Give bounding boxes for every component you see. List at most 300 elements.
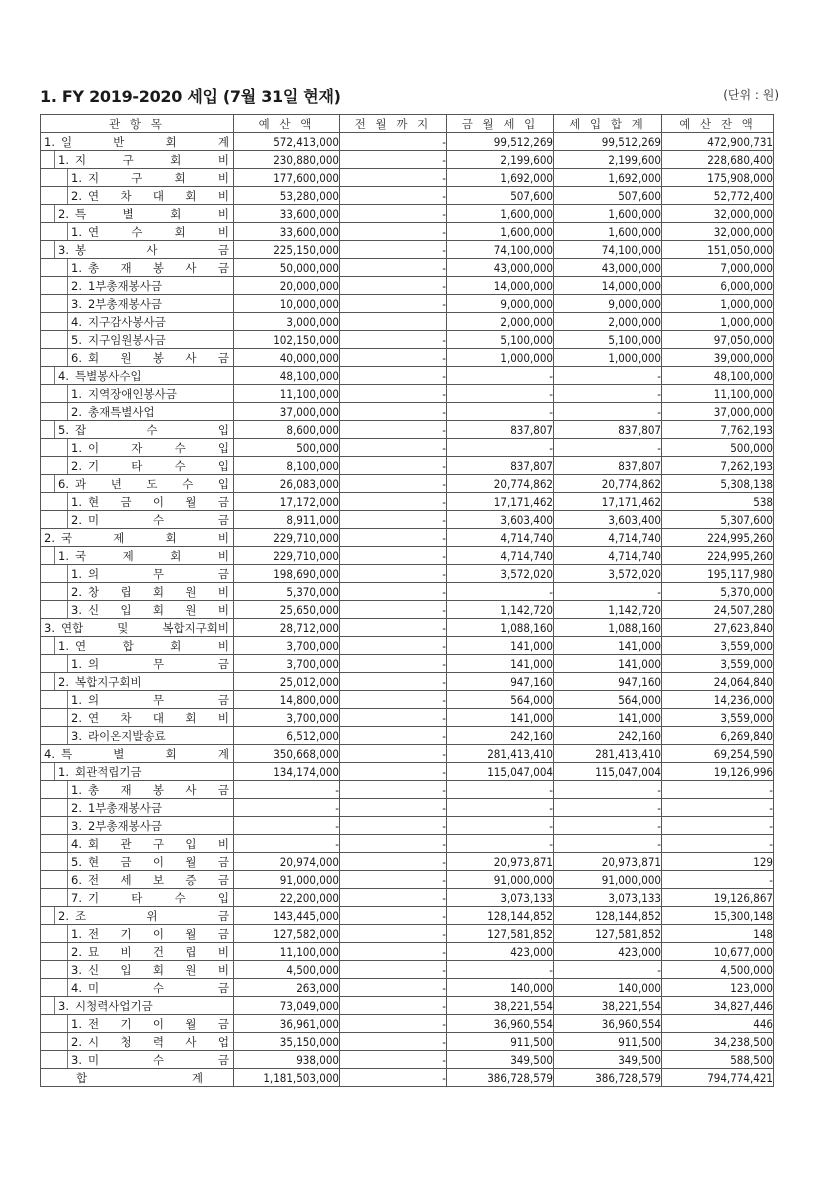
previous-cell: - bbox=[340, 475, 447, 493]
remaining-cell: 3,559,000 bbox=[662, 709, 774, 727]
previous-cell: - bbox=[340, 1069, 447, 1087]
table-row bbox=[41, 511, 774, 529]
previous-cell: - bbox=[340, 925, 447, 943]
this-month-cell: - bbox=[447, 367, 554, 385]
item-number: 1. bbox=[71, 170, 82, 185]
total-cell: - bbox=[554, 799, 662, 817]
previous-cell: - bbox=[340, 277, 447, 295]
total-cell: 17,171,462 bbox=[554, 493, 662, 511]
table-row bbox=[41, 421, 774, 439]
item-number: 2. bbox=[71, 710, 82, 725]
total-cell: 1,142,720 bbox=[554, 601, 662, 619]
item-cell bbox=[41, 259, 234, 277]
item-cell bbox=[41, 925, 234, 943]
total-cell: 127,581,852 bbox=[554, 925, 662, 943]
total-cell: - bbox=[554, 781, 662, 799]
item-name: 회관적립기금 bbox=[74, 764, 142, 779]
table-row bbox=[41, 367, 774, 385]
previous-cell: - bbox=[340, 385, 447, 403]
item-cell bbox=[41, 511, 234, 529]
remaining-cell: 224,995,260 bbox=[662, 547, 774, 565]
total-cell: 4,714,740 bbox=[554, 529, 662, 547]
budget-cell: 53,280,000 bbox=[234, 187, 340, 205]
this-month-cell: 2,000,000 bbox=[447, 313, 554, 331]
total-cell: 14,000,000 bbox=[554, 277, 662, 295]
remaining-cell: 1,000,000 bbox=[662, 295, 774, 313]
remaining-cell: 4,500,000 bbox=[662, 961, 774, 979]
previous-cell: - bbox=[340, 799, 447, 817]
total-cell: 74,100,000 bbox=[554, 241, 662, 259]
item-cell bbox=[41, 403, 234, 421]
item-number: 1. bbox=[71, 926, 82, 941]
item-number: 2. bbox=[71, 458, 82, 473]
previous-cell: - bbox=[340, 547, 447, 565]
table-row bbox=[41, 169, 774, 187]
table-row bbox=[41, 385, 774, 403]
total-cell: 1,088,160 bbox=[554, 619, 662, 637]
item-number: 3. bbox=[71, 1052, 82, 1067]
table-row bbox=[41, 457, 774, 475]
item-name: 일 반 회 계 bbox=[60, 134, 229, 149]
budget-cell: 91,000,000 bbox=[234, 871, 340, 889]
total-cell: 349,500 bbox=[554, 1051, 662, 1069]
item-number: 2. bbox=[71, 404, 82, 419]
remaining-cell: 48,100,000 bbox=[662, 367, 774, 385]
total-cell: 4,714,740 bbox=[554, 547, 662, 565]
table-row bbox=[41, 601, 774, 619]
this-month-cell: 3,572,020 bbox=[447, 565, 554, 583]
total-cell: 141,000 bbox=[554, 655, 662, 673]
item-name: 연 차 대 회 비 bbox=[87, 710, 229, 725]
item-name: 합 계 bbox=[76, 1070, 203, 1085]
table-row bbox=[41, 745, 774, 763]
remaining-cell: 10,677,000 bbox=[662, 943, 774, 961]
item-number: 1. bbox=[71, 566, 82, 581]
item-cell bbox=[41, 835, 234, 853]
budget-cell: 17,172,000 bbox=[234, 493, 340, 511]
budget-cell: 14,800,000 bbox=[234, 691, 340, 709]
this-month-cell: 911,500 bbox=[447, 1033, 554, 1051]
item-cell bbox=[41, 187, 234, 205]
item-cell bbox=[41, 367, 234, 385]
this-month-cell: 281,413,410 bbox=[447, 745, 554, 763]
item-cell bbox=[41, 853, 234, 871]
item-name: 지 구 회 비 bbox=[74, 152, 229, 167]
table-row bbox=[41, 583, 774, 601]
total-cell: - bbox=[554, 583, 662, 601]
budget-cell: 229,710,000 bbox=[234, 547, 340, 565]
item-cell bbox=[41, 169, 234, 187]
item-cell bbox=[41, 979, 234, 997]
total-cell: - bbox=[554, 403, 662, 421]
item-cell bbox=[41, 961, 234, 979]
budget-cell: 102,150,000 bbox=[234, 331, 340, 349]
budget-cell: 11,100,000 bbox=[234, 943, 340, 961]
table-row bbox=[41, 331, 774, 349]
total-cell: 386,728,579 bbox=[554, 1069, 662, 1087]
total-cell: 947,160 bbox=[554, 673, 662, 691]
item-name: 현 금 이 월 금 bbox=[87, 494, 229, 509]
budget-cell: 25,650,000 bbox=[234, 601, 340, 619]
previous-cell: - bbox=[340, 817, 447, 835]
item-cell bbox=[41, 691, 234, 709]
item-cell bbox=[41, 619, 234, 637]
item-number: 4. bbox=[44, 746, 55, 761]
item-number: 1. bbox=[44, 134, 55, 149]
item-name: 시 청 력 사 업 bbox=[87, 1034, 229, 1049]
header-item: 관 항 목 bbox=[41, 115, 234, 133]
this-month-cell: 128,144,852 bbox=[447, 907, 554, 925]
item-cell bbox=[41, 673, 234, 691]
this-month-cell: 14,000,000 bbox=[447, 277, 554, 295]
item-name: 회 관 구 입 비 bbox=[87, 836, 229, 851]
budget-cell: 3,700,000 bbox=[234, 709, 340, 727]
budget-cell: 198,690,000 bbox=[234, 565, 340, 583]
table-row bbox=[41, 853, 774, 871]
this-month-cell: 837,807 bbox=[447, 421, 554, 439]
item-name: 국 제 회 비 bbox=[60, 530, 229, 545]
item-name: 회 원 봉 사 금 bbox=[87, 350, 229, 365]
table-row bbox=[41, 1015, 774, 1033]
previous-cell: - bbox=[340, 673, 447, 691]
remaining-cell: 3,559,000 bbox=[662, 655, 774, 673]
item-name: 특 별 회 계 bbox=[60, 746, 229, 761]
item-number: 1. bbox=[71, 782, 82, 797]
budget-cell: 500,000 bbox=[234, 439, 340, 457]
remaining-cell: 24,507,280 bbox=[662, 601, 774, 619]
total-cell: 9,000,000 bbox=[554, 295, 662, 313]
total-cell: 1,000,000 bbox=[554, 349, 662, 367]
item-name: 총재특별사업 bbox=[87, 404, 155, 419]
item-name: 1부총재봉사금 bbox=[87, 800, 162, 815]
item-number: 2. bbox=[71, 944, 82, 959]
budget-cell: 35,150,000 bbox=[234, 1033, 340, 1051]
item-name: 전 세 보 증 금 bbox=[87, 872, 229, 887]
budget-cell: 225,150,000 bbox=[234, 241, 340, 259]
total-cell: - bbox=[554, 385, 662, 403]
item-number: 2. bbox=[71, 584, 82, 599]
remaining-cell: - bbox=[662, 781, 774, 799]
this-month-cell: 2,199,600 bbox=[447, 151, 554, 169]
table-row bbox=[41, 205, 774, 223]
budget-cell: - bbox=[234, 835, 340, 853]
budget-cell: 229,710,000 bbox=[234, 529, 340, 547]
budget-cell: 50,000,000 bbox=[234, 259, 340, 277]
table-row bbox=[41, 727, 774, 745]
item-name: 현 금 이 월 금 bbox=[87, 854, 229, 869]
header-remaining: 예 산 잔 액 bbox=[662, 115, 774, 133]
this-month-cell: - bbox=[447, 961, 554, 979]
table-row bbox=[41, 637, 774, 655]
previous-cell: - bbox=[340, 997, 447, 1015]
table-row bbox=[41, 961, 774, 979]
previous-cell: - bbox=[340, 763, 447, 781]
previous-cell: - bbox=[340, 1051, 447, 1069]
budget-cell: 20,974,000 bbox=[234, 853, 340, 871]
previous-cell: - bbox=[340, 655, 447, 673]
item-cell bbox=[41, 475, 234, 493]
remaining-cell: 32,000,000 bbox=[662, 205, 774, 223]
item-number: 1. bbox=[58, 638, 69, 653]
remaining-cell: 500,000 bbox=[662, 439, 774, 457]
previous-cell: - bbox=[340, 421, 447, 439]
table-row bbox=[41, 925, 774, 943]
budget-cell: 8,100,000 bbox=[234, 457, 340, 475]
budget-cell: - bbox=[234, 817, 340, 835]
item-name: 복합지구회비 bbox=[74, 674, 142, 689]
item-cell bbox=[41, 151, 234, 169]
table-row bbox=[41, 349, 774, 367]
item-cell bbox=[41, 457, 234, 475]
this-month-cell: 242,160 bbox=[447, 727, 554, 745]
item-name: 특별봉사수입 bbox=[74, 368, 142, 383]
previous-cell: - bbox=[340, 187, 447, 205]
budget-cell: 8,911,000 bbox=[234, 511, 340, 529]
item-name: 기 타 수 입 bbox=[87, 890, 229, 905]
item-cell bbox=[41, 313, 234, 331]
item-name: 연 수 회 비 bbox=[87, 224, 229, 239]
item-number: 4. bbox=[71, 314, 82, 329]
this-month-cell: 127,581,852 bbox=[447, 925, 554, 943]
remaining-cell: 446 bbox=[662, 1015, 774, 1033]
this-month-cell: 91,000,000 bbox=[447, 871, 554, 889]
item-number: 2. bbox=[71, 512, 82, 527]
item-cell bbox=[41, 907, 234, 925]
table-row bbox=[41, 943, 774, 961]
this-month-cell: 9,000,000 bbox=[447, 295, 554, 313]
item-number: 4. bbox=[71, 980, 82, 995]
remaining-cell: 123,000 bbox=[662, 979, 774, 997]
header-this-month: 금 월 세 입 bbox=[447, 115, 554, 133]
table-row bbox=[41, 673, 774, 691]
item-number: 5. bbox=[71, 332, 82, 347]
total-cell: 20,973,871 bbox=[554, 853, 662, 871]
table-row bbox=[41, 907, 774, 925]
item-number: 1. bbox=[71, 386, 82, 401]
table-row bbox=[41, 547, 774, 565]
table-row bbox=[41, 1033, 774, 1051]
item-number: 7. bbox=[71, 890, 82, 905]
item-name: 기 타 수 입 bbox=[87, 458, 229, 473]
previous-cell: - bbox=[340, 259, 447, 277]
item-cell bbox=[41, 727, 234, 745]
remaining-cell: 228,680,400 bbox=[662, 151, 774, 169]
remaining-cell: 1,000,000 bbox=[662, 313, 774, 331]
table-row bbox=[41, 313, 774, 331]
this-month-cell: 141,000 bbox=[447, 709, 554, 727]
this-month-cell: 141,000 bbox=[447, 637, 554, 655]
this-month-cell: 1,692,000 bbox=[447, 169, 554, 187]
item-number: 4. bbox=[71, 836, 82, 851]
item-cell bbox=[41, 439, 234, 457]
remaining-cell: 7,000,000 bbox=[662, 259, 774, 277]
item-number: 6. bbox=[71, 350, 82, 365]
item-name: 라이온지발송료 bbox=[87, 728, 166, 743]
item-cell bbox=[41, 943, 234, 961]
remaining-cell: 224,995,260 bbox=[662, 529, 774, 547]
item-number: 1. bbox=[58, 764, 69, 779]
item-cell bbox=[41, 601, 234, 619]
item-name: 의 무 금 bbox=[87, 692, 229, 707]
previous-cell: - bbox=[340, 439, 447, 457]
remaining-cell: 6,000,000 bbox=[662, 277, 774, 295]
this-month-cell: 99,512,269 bbox=[447, 133, 554, 151]
previous-cell: - bbox=[340, 349, 447, 367]
item-cell bbox=[41, 1015, 234, 1033]
budget-cell: 28,712,000 bbox=[234, 619, 340, 637]
remaining-cell: 14,236,000 bbox=[662, 691, 774, 709]
total-cell: 140,000 bbox=[554, 979, 662, 997]
item-number: 3. bbox=[71, 728, 82, 743]
item-cell bbox=[41, 781, 234, 799]
table-row bbox=[41, 439, 774, 457]
table-row bbox=[41, 997, 774, 1015]
remaining-cell: 7,262,193 bbox=[662, 457, 774, 475]
this-month-cell: 20,774,862 bbox=[447, 475, 554, 493]
item-name: 신 입 회 원 비 bbox=[87, 602, 229, 617]
item-number: 1. bbox=[58, 152, 69, 167]
item-name: 봉 사 금 bbox=[74, 242, 229, 257]
previous-cell: - bbox=[340, 331, 447, 349]
item-cell bbox=[41, 493, 234, 511]
budget-cell: 938,000 bbox=[234, 1051, 340, 1069]
budget-cell: 25,012,000 bbox=[234, 673, 340, 691]
budget-cell: - bbox=[234, 799, 340, 817]
this-month-cell: - bbox=[447, 403, 554, 421]
previous-cell: - bbox=[340, 583, 447, 601]
previous-cell: - bbox=[340, 1033, 447, 1051]
this-month-cell: - bbox=[447, 799, 554, 817]
item-name: 미 수 금 bbox=[87, 980, 229, 995]
previous-cell: - bbox=[340, 457, 447, 475]
total-cell: 20,774,862 bbox=[554, 475, 662, 493]
table-row bbox=[41, 277, 774, 295]
total-cell: 507,600 bbox=[554, 187, 662, 205]
remaining-cell: 19,126,867 bbox=[662, 889, 774, 907]
this-month-cell: 38,221,554 bbox=[447, 997, 554, 1015]
this-month-cell: 947,160 bbox=[447, 673, 554, 691]
item-number: 3. bbox=[58, 998, 69, 1013]
budget-cell: 350,668,000 bbox=[234, 745, 340, 763]
remaining-cell: 52,772,400 bbox=[662, 187, 774, 205]
remaining-cell: 5,370,000 bbox=[662, 583, 774, 601]
remaining-cell: 195,117,980 bbox=[662, 565, 774, 583]
budget-cell: 11,100,000 bbox=[234, 385, 340, 403]
previous-cell: - bbox=[340, 151, 447, 169]
total-cell: 3,603,400 bbox=[554, 511, 662, 529]
remaining-cell: 7,762,193 bbox=[662, 421, 774, 439]
item-name: 총 재 봉 사 금 bbox=[87, 260, 229, 275]
total-cell: 1,600,000 bbox=[554, 205, 662, 223]
budget-cell: 1,181,503,000 bbox=[234, 1069, 340, 1087]
this-month-cell: 5,100,000 bbox=[447, 331, 554, 349]
item-number: 1. bbox=[58, 548, 69, 563]
item-name: 연 합 회 비 bbox=[74, 638, 229, 653]
previous-cell: - bbox=[340, 889, 447, 907]
item-name: 1부총재봉사금 bbox=[87, 278, 162, 293]
item-cell bbox=[41, 295, 234, 313]
total-cell: - bbox=[554, 835, 662, 853]
remaining-cell: 151,050,000 bbox=[662, 241, 774, 259]
item-name: 미 수 금 bbox=[87, 1052, 229, 1067]
item-number: 2. bbox=[71, 1034, 82, 1049]
budget-cell: 10,000,000 bbox=[234, 295, 340, 313]
previous-cell: - bbox=[340, 691, 447, 709]
item-cell bbox=[41, 205, 234, 223]
previous-cell: - bbox=[340, 241, 447, 259]
item-number: 3. bbox=[58, 242, 69, 257]
this-month-cell: 1,600,000 bbox=[447, 223, 554, 241]
item-name: 미 수 금 bbox=[87, 512, 229, 527]
remaining-cell: 69,254,590 bbox=[662, 745, 774, 763]
remaining-cell: 27,623,840 bbox=[662, 619, 774, 637]
item-cell bbox=[41, 133, 234, 151]
item-number: 1. bbox=[71, 440, 82, 455]
item-number: 6. bbox=[58, 476, 69, 491]
table-row bbox=[41, 493, 774, 511]
previous-cell: - bbox=[340, 295, 447, 313]
remaining-cell: - bbox=[662, 871, 774, 889]
table-row bbox=[41, 619, 774, 637]
item-name: 과 년 도 수 입 bbox=[74, 476, 229, 491]
item-name: 조 위 금 bbox=[74, 908, 229, 923]
budget-cell: 3,700,000 bbox=[234, 655, 340, 673]
previous-cell: - bbox=[340, 619, 447, 637]
item-number: 2. bbox=[58, 674, 69, 689]
item-name: 연 차 대 회 비 bbox=[87, 188, 229, 203]
this-month-cell: 837,807 bbox=[447, 457, 554, 475]
item-number: 2. bbox=[71, 800, 82, 815]
budget-cell: 5,370,000 bbox=[234, 583, 340, 601]
item-number: 3. bbox=[71, 296, 82, 311]
this-month-cell: 115,047,004 bbox=[447, 763, 554, 781]
item-cell bbox=[41, 655, 234, 673]
table-row bbox=[41, 187, 774, 205]
previous-cell: - bbox=[340, 205, 447, 223]
this-month-cell: - bbox=[447, 817, 554, 835]
total-cell: 141,000 bbox=[554, 709, 662, 727]
item-number: 3. bbox=[71, 602, 82, 617]
table-row bbox=[41, 817, 774, 835]
item-number: 2. bbox=[58, 908, 69, 923]
total-cell: 911,500 bbox=[554, 1033, 662, 1051]
table-row bbox=[41, 475, 774, 493]
remaining-cell: - bbox=[662, 835, 774, 853]
this-month-cell: 3,603,400 bbox=[447, 511, 554, 529]
item-number: 3. bbox=[44, 620, 55, 635]
total-cell: - bbox=[554, 439, 662, 457]
item-cell bbox=[41, 637, 234, 655]
remaining-cell: 6,269,840 bbox=[662, 727, 774, 745]
budget-cell: 20,000,000 bbox=[234, 277, 340, 295]
total-cell: 3,073,133 bbox=[554, 889, 662, 907]
item-number: 1. bbox=[71, 692, 82, 707]
item-cell bbox=[41, 331, 234, 349]
total-cell: 2,000,000 bbox=[554, 313, 662, 331]
item-cell bbox=[41, 421, 234, 439]
table-row bbox=[41, 151, 774, 169]
budget-cell: 134,174,000 bbox=[234, 763, 340, 781]
item-number: 1. bbox=[71, 1016, 82, 1031]
table-row bbox=[41, 763, 774, 781]
total-cell: 3,572,020 bbox=[554, 565, 662, 583]
table-row bbox=[41, 1051, 774, 1069]
item-cell bbox=[41, 763, 234, 781]
item-number: 1. bbox=[71, 260, 82, 275]
table-row bbox=[41, 709, 774, 727]
remaining-cell: 5,307,600 bbox=[662, 511, 774, 529]
total-cell: - bbox=[554, 817, 662, 835]
